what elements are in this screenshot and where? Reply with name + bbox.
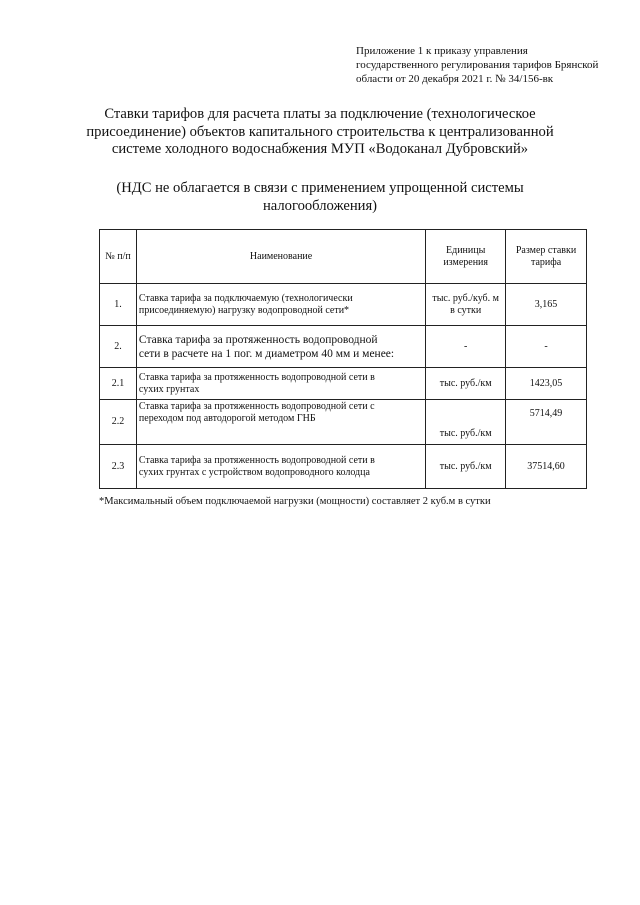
row-name-line-2: присоединяемую) нагрузку водопроводной сети* <box>138 304 350 316</box>
row-value: 37514,60 <box>506 445 587 489</box>
title-line-2: присоединение) объектов капитального строительства к централизованной <box>86 123 554 140</box>
row-name <box>136 368 425 400</box>
table-row <box>100 400 587 445</box>
table-row <box>100 326 587 368</box>
row-value: 5714,49 <box>506 400 587 445</box>
appendix-line-3: области от 20 декабря 2021 г. № 34/156-вк <box>356 73 554 85</box>
header-unit <box>426 230 506 284</box>
row-value: 1423,05 <box>506 368 587 400</box>
header-rate-line-1: Размер ставки <box>515 244 577 256</box>
row-unit <box>426 284 506 326</box>
row-unit: тыс. руб./км <box>426 445 506 489</box>
header-unit-line-2: измерения <box>443 256 488 268</box>
row-num: 2.3 <box>100 445 137 489</box>
vat-note-line-2: налогообложения) <box>262 197 378 214</box>
header-unit-line-1: Единицы <box>446 244 486 256</box>
row-name-line-2: сухих грунтах с устройством водопроводного колодца <box>138 466 370 478</box>
table-row <box>100 445 587 489</box>
row-unit: тыс. руб./км <box>426 368 506 400</box>
header-name: Наименование <box>136 230 425 284</box>
table-header-row <box>100 230 587 284</box>
row-value: 3,165 <box>506 284 587 326</box>
row-num: 2. <box>100 326 137 368</box>
title-line-3: системе холодного водоснабжения МУП «Водоканал Дубровский» <box>111 141 529 157</box>
vat-note-line-1: (НДС не облагается в связи с применением упрощенной системы <box>116 180 524 196</box>
title-line-1: Ставки тарифов для расчета платы за подключение (технологическое <box>104 106 536 122</box>
row-num: 2.1 <box>100 368 137 400</box>
header-rate <box>506 230 587 284</box>
row-name-line-1: Ставка тарифа за протяженность водопроводной сети с <box>138 401 375 412</box>
row-name <box>136 445 425 489</box>
row-name-line-1: Ставка тарифа за протяженность водопроводной сети в <box>138 454 375 466</box>
appendix-line-1: Приложение 1 к приказу управления <box>356 45 528 57</box>
row-name-line-2: сухих грунтах <box>138 383 200 395</box>
row-num: 2.2 <box>100 400 137 445</box>
row-name-line-1: Ставка тарифа за протяженность водопроводной сети в <box>138 371 375 383</box>
header-rate-line-2: тарифа <box>530 256 562 268</box>
header-num: № п/п <box>100 230 137 284</box>
row-name-line-2: сети в расчете на 1 пог. м диаметром 40 мм и менее: <box>138 347 395 360</box>
row-unit-line-1: тыс. руб./куб. м <box>432 292 499 304</box>
row-name <box>136 326 425 368</box>
row-unit: - <box>426 326 506 368</box>
row-name-line-1: Ставка тарифа за подключаемую (технологически <box>138 292 353 304</box>
tariff-table <box>99 229 587 489</box>
row-unit: тыс. руб./км <box>426 400 506 445</box>
row-name-line-1: Ставка тарифа за протяженность водопроводной <box>138 333 378 346</box>
vat-note <box>60 180 580 215</box>
row-name-line-2: переходом под автодорогой методом ГНБ <box>138 413 316 424</box>
footnote: *Максимальный объем подключаемой нагрузки (мощности) составляет 2 куб.м в сутки <box>99 496 491 507</box>
row-value: - <box>506 326 587 368</box>
row-name <box>136 400 425 445</box>
table-row <box>100 284 587 326</box>
appendix-line-2: государственного регулирования тарифов Брянской <box>356 59 599 71</box>
row-name <box>136 284 425 326</box>
table-row <box>100 368 587 400</box>
appendix-reference <box>356 44 626 86</box>
document-title <box>60 106 580 159</box>
row-unit-line-2: в сутки <box>450 304 482 316</box>
row-num: 1. <box>100 284 137 326</box>
